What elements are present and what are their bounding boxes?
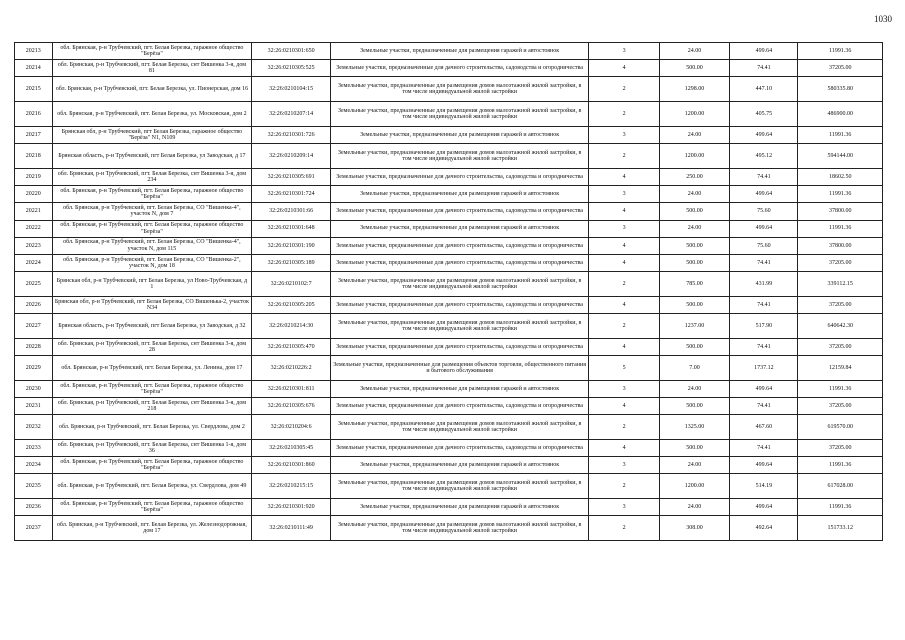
land-registry-table — [14, 42, 883, 541]
row-number: 20231 — [15, 398, 53, 415]
cadastral-value-cell: 617028.00 — [798, 474, 883, 499]
area-cell: 785.00 — [659, 272, 729, 297]
table-row — [15, 77, 883, 102]
cadastral-value-cell: 486900.00 — [798, 102, 883, 127]
group-cell: 2 — [589, 516, 659, 541]
group-cell: 4 — [589, 203, 659, 220]
row-number: 20226 — [15, 296, 53, 313]
group-cell: 4 — [589, 237, 659, 254]
group-cell: 3 — [589, 43, 659, 60]
land-use-cell: Земельные участки, предназначенные для дачного строительства, садоводства и огородничества — [330, 237, 588, 254]
group-cell: 3 — [589, 457, 659, 474]
table-row — [15, 60, 883, 77]
area-cell: 500.00 — [659, 296, 729, 313]
row-number: 20225 — [15, 272, 53, 297]
address-cell: обл. Брянская, р-н Трубчевский, пгт. Белая Березка, гаражное общество "Берёза" — [52, 220, 252, 237]
area-cell: 500.00 — [659, 60, 729, 77]
land-use-cell: Земельные участки, предназначенные для размещения домов малоэтажной жилой застройки, в том числе индивидуальной жилой застройки — [330, 516, 588, 541]
land-use-cell: Земельные участки, предназначенные для дачного строительства, садоводства и огородничества — [330, 168, 588, 185]
group-cell: 4 — [589, 440, 659, 457]
land-use-cell: Земельные участки, предназначенные для размещения гаражей и автостоянок — [330, 499, 588, 516]
land-use-cell: Земельные участки, предназначенные для размещения домов малоэтажной жилой застройки, в том числе индивидуальной жилой застройки — [330, 474, 588, 499]
row-number: 20220 — [15, 186, 53, 203]
area-cell: 500.00 — [659, 254, 729, 271]
row-number: 20237 — [15, 516, 53, 541]
table-row — [15, 254, 883, 271]
unit-value-cell: 74.41 — [730, 338, 798, 355]
cadastral-number-cell: 32:26:0210305:676 — [252, 398, 331, 415]
area-cell: 500.00 — [659, 338, 729, 355]
row-number: 20232 — [15, 415, 53, 440]
address-cell: обл. Брянская, р-н Трубчевский, пгт. Белая Березка, ул. Железнодорожная, дом 17 — [52, 516, 252, 541]
group-cell: 3 — [589, 126, 659, 143]
unit-value-cell: 499.64 — [730, 380, 798, 397]
cadastral-number-cell: 32:26:0210301:724 — [252, 186, 331, 203]
table-row — [15, 272, 883, 297]
table-body — [15, 43, 883, 541]
row-number: 20214 — [15, 60, 53, 77]
row-number: 20221 — [15, 203, 53, 220]
address-cell: обл. Брянская, р-н Трубчевский, пгт. Белая Березка, СО "Вишенка-4", участок N, дом 115 — [52, 237, 252, 254]
cadastral-value-cell: 151733.12 — [798, 516, 883, 541]
land-use-cell: Земельные участки, предназначенные для дачного строительства, садоводства и огородничества — [330, 398, 588, 415]
unit-value-cell: 499.64 — [730, 220, 798, 237]
cadastral-value-cell: 11991.36 — [798, 220, 883, 237]
unit-value-cell: 74.41 — [730, 168, 798, 185]
cadastral-number-cell: 32:26:0210305:189 — [252, 254, 331, 271]
table-row — [15, 516, 883, 541]
land-use-cell: Земельные участки, предназначенные для дачного строительства, садоводства и огородничества — [330, 440, 588, 457]
cadastral-value-cell: 37800.00 — [798, 203, 883, 220]
group-cell: 4 — [589, 398, 659, 415]
address-cell: Брянская обл, р-н Трубчевский, пгт Белая Березка, гаражное общество "Берёза" N1, N109 — [52, 126, 252, 143]
unit-value-cell: 74.41 — [730, 60, 798, 77]
land-use-cell: Земельные участки, предназначенные для размещения гаражей и автостоянок — [330, 457, 588, 474]
row-number: 20223 — [15, 237, 53, 254]
group-cell: 3 — [589, 186, 659, 203]
area-cell: 1325.00 — [659, 415, 729, 440]
cadastral-number-cell: 32:26:0210226:2 — [252, 356, 331, 381]
land-use-cell: Земельные участки, предназначенные для размещения домов малоэтажной жилой застройки, в том числе индивидуальной жилой застройки — [330, 77, 588, 102]
cadastral-number-cell: 32:26:0210305:205 — [252, 296, 331, 313]
address-cell: обл. Брянская, р-н Трубчевский, пгт. Белая Березка, ул. Ленина, дом 17 — [52, 356, 252, 381]
page-number: 1030 — [874, 14, 892, 24]
cadastral-number-cell: 32:26:0210305:691 — [252, 168, 331, 185]
area-cell: 1200.00 — [659, 144, 729, 169]
unit-value-cell: 75.60 — [730, 203, 798, 220]
cadastral-number-cell: 32:26:0210305:525 — [252, 60, 331, 77]
land-use-cell: Земельные участки, предназначенные для размещения объектов торговли, общественного питания и бытового обслуживания — [330, 356, 588, 381]
cadastral-number-cell: 32:26:0210207:14 — [252, 102, 331, 127]
cadastral-value-cell: 37205.00 — [798, 60, 883, 77]
row-number: 20230 — [15, 380, 53, 397]
table-row — [15, 440, 883, 457]
area-cell: 500.00 — [659, 203, 729, 220]
unit-value-cell: 405.75 — [730, 102, 798, 127]
unit-value-cell: 447.10 — [730, 77, 798, 102]
land-use-cell: Земельные участки, предназначенные для размещения домов малоэтажной жилой застройки, в том числе индивидуальной жилой застройки — [330, 314, 588, 339]
row-number: 20216 — [15, 102, 53, 127]
row-number: 20222 — [15, 220, 53, 237]
address-cell: обл. Брянская, р-н Трубчевский, пгт. Белая Березка, ул. Свердлова, дом 49 — [52, 474, 252, 499]
area-cell: 308.00 — [659, 516, 729, 541]
land-use-cell: Земельные участки, предназначенные для дачного строительства, садоводства и огородничества — [330, 60, 588, 77]
area-cell: 1298.00 — [659, 77, 729, 102]
unit-value-cell: 499.64 — [730, 126, 798, 143]
row-number: 20236 — [15, 499, 53, 516]
land-use-cell: Земельные участки, предназначенные для размещения домов малоэтажной жилой застройки, в том числе индивидуальной жилой застройки — [330, 272, 588, 297]
unit-value-cell: 499.64 — [730, 43, 798, 60]
unit-value-cell: 499.64 — [730, 499, 798, 516]
area-cell: 24.00 — [659, 457, 729, 474]
table-row — [15, 398, 883, 415]
cadastral-number-cell: 32:26:0210305:470 — [252, 338, 331, 355]
cadastral-number-cell: 32:26:0210104:15 — [252, 77, 331, 102]
unit-value-cell: 467.60 — [730, 415, 798, 440]
table-row — [15, 296, 883, 313]
land-use-cell: Земельные участки, предназначенные для дачного строительства, садоводства и огородничества — [330, 254, 588, 271]
table-row — [15, 126, 883, 143]
address-cell: Брянская обл, р-н Трубчевский, пгт Белая Березка, СО Вишенька-2, участок N34 — [52, 296, 252, 313]
table-row — [15, 43, 883, 60]
group-cell: 3 — [589, 380, 659, 397]
cadastral-number-cell: 32:26:0210214:30 — [252, 314, 331, 339]
area-cell: 7.00 — [659, 356, 729, 381]
address-cell: Брянская обл, р-н Трубчевский, пгт Белая Березка, ул Ново-Трубчевская, д 1 — [52, 272, 252, 297]
table-row — [15, 144, 883, 169]
group-cell: 2 — [589, 474, 659, 499]
cadastral-number-cell: 32:26:0210215:15 — [252, 474, 331, 499]
unit-value-cell: 74.41 — [730, 398, 798, 415]
unit-value-cell: 517.90 — [730, 314, 798, 339]
area-cell: 500.00 — [659, 237, 729, 254]
group-cell: 2 — [589, 77, 659, 102]
group-cell: 3 — [589, 499, 659, 516]
address-cell: обл. Брянская, р-н Трубчевский, пгт. Белая Березка, снт Вишенка 3-я, дом 81 — [52, 60, 252, 77]
cadastral-number-cell: 32:26:0210305:45 — [252, 440, 331, 457]
cadastral-number-cell: 32:26:0210111:49 — [252, 516, 331, 541]
land-use-cell: Земельные участки, предназначенные для размещения гаражей и автостоянок — [330, 220, 588, 237]
area-cell: 24.00 — [659, 499, 729, 516]
cadastral-value-cell: 11991.36 — [798, 43, 883, 60]
table-row — [15, 338, 883, 355]
address-cell: обл. Брянская, р-н Трубчевский, пгт. Белая Березка, снт Вишенка 3-я, дом 218 — [52, 398, 252, 415]
area-cell: 24.00 — [659, 43, 729, 60]
area-cell: 1200.00 — [659, 474, 729, 499]
group-cell: 2 — [589, 314, 659, 339]
address-cell: обл. Брянская, р-н Трубчевский, пгт. Белая Березка, гаражное общество "Берёза" — [52, 457, 252, 474]
group-cell: 2 — [589, 144, 659, 169]
group-cell: 5 — [589, 356, 659, 381]
address-cell: Брянская область, р-н Трубчевский, пгт Белая Березка, ул Заводская, д 17 — [52, 144, 252, 169]
cadastral-value-cell: 11991.36 — [798, 186, 883, 203]
table-row — [15, 499, 883, 516]
table-row — [15, 168, 883, 185]
cadastral-value-cell: 37205.00 — [798, 338, 883, 355]
row-number: 20229 — [15, 356, 53, 381]
table-row — [15, 415, 883, 440]
row-number: 20218 — [15, 144, 53, 169]
cadastral-value-cell: 37205.00 — [798, 254, 883, 271]
area-cell: 1237.00 — [659, 314, 729, 339]
cadastral-number-cell: 32:26:0210301:726 — [252, 126, 331, 143]
row-number: 20227 — [15, 314, 53, 339]
row-number: 20215 — [15, 77, 53, 102]
address-cell: обл. Брянская, р-н Трубчевский, пгт. Белая Березка, ул. Московская, дом 2 — [52, 102, 252, 127]
cadastral-value-cell: 18602.50 — [798, 168, 883, 185]
group-cell: 4 — [589, 60, 659, 77]
unit-value-cell: 514.19 — [730, 474, 798, 499]
table-row — [15, 356, 883, 381]
cadastral-number-cell: 32:26:0210301:66 — [252, 203, 331, 220]
cadastral-value-cell: 640642.30 — [798, 314, 883, 339]
land-use-cell: Земельные участки, предназначенные для размещения домов малоэтажной жилой застройки, в том числе индивидуальной жилой застройки — [330, 415, 588, 440]
row-number: 20228 — [15, 338, 53, 355]
address-cell: обл. Брянская, р-н Трубчевский, пгт. Белая Березка, ул. Пионерская, дом 16 — [52, 77, 252, 102]
cadastral-number-cell: 32:26:0210301:811 — [252, 380, 331, 397]
area-cell: 24.00 — [659, 380, 729, 397]
unit-value-cell: 499.64 — [730, 457, 798, 474]
address-cell: Брянская область, р-н Трубчевский, пгт Белая Березка, ул Заводская, д 32 — [52, 314, 252, 339]
land-use-cell: Земельные участки, предназначенные для размещения гаражей и автостоянок — [330, 126, 588, 143]
table-row — [15, 102, 883, 127]
group-cell: 3 — [589, 220, 659, 237]
cadastral-number-cell: 32:26:0210102:7 — [252, 272, 331, 297]
land-use-cell: Земельные участки, предназначенные для размещения домов малоэтажной жилой застройки, в том числе индивидуальной жилой застройки — [330, 102, 588, 127]
cadastral-number-cell: 32:26:0210301:648 — [252, 220, 331, 237]
cadastral-number-cell: 32:26:0210204:6 — [252, 415, 331, 440]
group-cell: 2 — [589, 415, 659, 440]
cadastral-value-cell: 37205.00 — [798, 296, 883, 313]
land-use-cell: Земельные участки, предназначенные для размещения домов малоэтажной жилой застройки, в том числе индивидуальной жилой застройки — [330, 144, 588, 169]
area-cell: 1200.00 — [659, 102, 729, 127]
land-use-cell: Земельные участки, предназначенные для дачного строительства, садоводства и огородничества — [330, 203, 588, 220]
cadastral-value-cell: 594144.00 — [798, 144, 883, 169]
unit-value-cell: 74.41 — [730, 296, 798, 313]
table-row — [15, 457, 883, 474]
row-number: 20219 — [15, 168, 53, 185]
address-cell: обл. Брянская, р-н Трубчевский, пгт. Белая Березка, СО "Вишенка-2", участок N, дом 18 — [52, 254, 252, 271]
land-use-cell: Земельные участки, предназначенные для размещения гаражей и автостоянок — [330, 186, 588, 203]
cadastral-number-cell: 32:26:0210301:860 — [252, 457, 331, 474]
cadastral-value-cell: 11991.36 — [798, 126, 883, 143]
address-cell: обл. Брянская, р-н Трубчевский, пгт. Белая Березка, гаражное общество "Берёза" — [52, 380, 252, 397]
cadastral-value-cell: 11991.36 — [798, 499, 883, 516]
address-cell: обл. Брянская, р-н Трубчевский, пгт. Белая Березка, ул. Свердлова, дом 2 — [52, 415, 252, 440]
row-number: 20235 — [15, 474, 53, 499]
cadastral-number-cell: 32:26:0210301:920 — [252, 499, 331, 516]
table-row — [15, 220, 883, 237]
table-row — [15, 314, 883, 339]
unit-value-cell: 1737.12 — [730, 356, 798, 381]
address-cell: обл. Брянская, р-н Трубчевский, пгт. Белая Березка, гаражное общество "Берёза" — [52, 499, 252, 516]
table-row — [15, 186, 883, 203]
area-cell: 250.00 — [659, 168, 729, 185]
group-cell: 4 — [589, 338, 659, 355]
unit-value-cell: 74.41 — [730, 254, 798, 271]
group-cell: 2 — [589, 272, 659, 297]
area-cell: 24.00 — [659, 220, 729, 237]
unit-value-cell: 431.99 — [730, 272, 798, 297]
table-row — [15, 237, 883, 254]
cadastral-number-cell: 32:26:0210301:650 — [252, 43, 331, 60]
area-cell: 24.00 — [659, 126, 729, 143]
unit-value-cell: 499.64 — [730, 186, 798, 203]
unit-value-cell: 495.12 — [730, 144, 798, 169]
group-cell: 4 — [589, 296, 659, 313]
area-cell: 24.00 — [659, 186, 729, 203]
cadastral-value-cell: 619570.00 — [798, 415, 883, 440]
row-number: 20224 — [15, 254, 53, 271]
address-cell: обл. Брянская, р-н Трубчевский, пгт. Белая Березка, гаражное общество "Берёза" — [52, 186, 252, 203]
cadastral-number-cell: 32:26:0210209:14 — [252, 144, 331, 169]
row-number: 20213 — [15, 43, 53, 60]
table-row — [15, 474, 883, 499]
cadastral-value-cell: 11991.36 — [798, 380, 883, 397]
cadastral-value-cell: 37800.00 — [798, 237, 883, 254]
land-use-cell: Земельные участки, предназначенные для дачного строительства, садоводства и огородничества — [330, 296, 588, 313]
cadastral-value-cell: 37205.00 — [798, 440, 883, 457]
row-number: 20234 — [15, 457, 53, 474]
cadastral-value-cell: 37205.00 — [798, 398, 883, 415]
area-cell: 500.00 — [659, 440, 729, 457]
unit-value-cell: 75.60 — [730, 237, 798, 254]
cadastral-value-cell: 11991.36 — [798, 457, 883, 474]
unit-value-cell: 492.64 — [730, 516, 798, 541]
land-use-cell: Земельные участки, предназначенные для дачного строительства, садоводства и огородничества — [330, 338, 588, 355]
group-cell: 2 — [589, 102, 659, 127]
address-cell: обл. Брянская, р-н Трубчевский, пгт. Белая Березка, СО "Вишенка-4", участок N, дом 7 — [52, 203, 252, 220]
group-cell: 4 — [589, 168, 659, 185]
cadastral-value-cell: 580335.80 — [798, 77, 883, 102]
address-cell: обл. Брянская, р-н Трубчевский, пгт. Белая Березка, гаражное общество "Берёза" — [52, 43, 252, 60]
row-number: 20233 — [15, 440, 53, 457]
group-cell: 4 — [589, 254, 659, 271]
land-use-cell: Земельные участки, предназначенные для размещения гаражей и автостоянок — [330, 43, 588, 60]
table-row — [15, 203, 883, 220]
table-row — [15, 380, 883, 397]
address-cell: обл. Брянская, р-н Трубчевский, пгт. Белая Березка, снт Вишенка 3-я, дом 28 — [52, 338, 252, 355]
row-number: 20217 — [15, 126, 53, 143]
cadastral-value-cell: 339112.15 — [798, 272, 883, 297]
unit-value-cell: 74.41 — [730, 440, 798, 457]
cadastral-number-cell: 32:26:0210301:190 — [252, 237, 331, 254]
land-use-cell: Земельные участки, предназначенные для размещения гаражей и автостоянок — [330, 380, 588, 397]
area-cell: 500.00 — [659, 398, 729, 415]
address-cell: обл. Брянская, р-н Трубчевский, пгт. Белая Березка, снт Вишенка 1-я, дом 36 — [52, 440, 252, 457]
address-cell: обл. Брянская, р-н Трубчевский, пгт. Белая Березка, снт Вишенка 3-я, дом 234 — [52, 168, 252, 185]
cadastral-value-cell: 12159.84 — [798, 356, 883, 381]
